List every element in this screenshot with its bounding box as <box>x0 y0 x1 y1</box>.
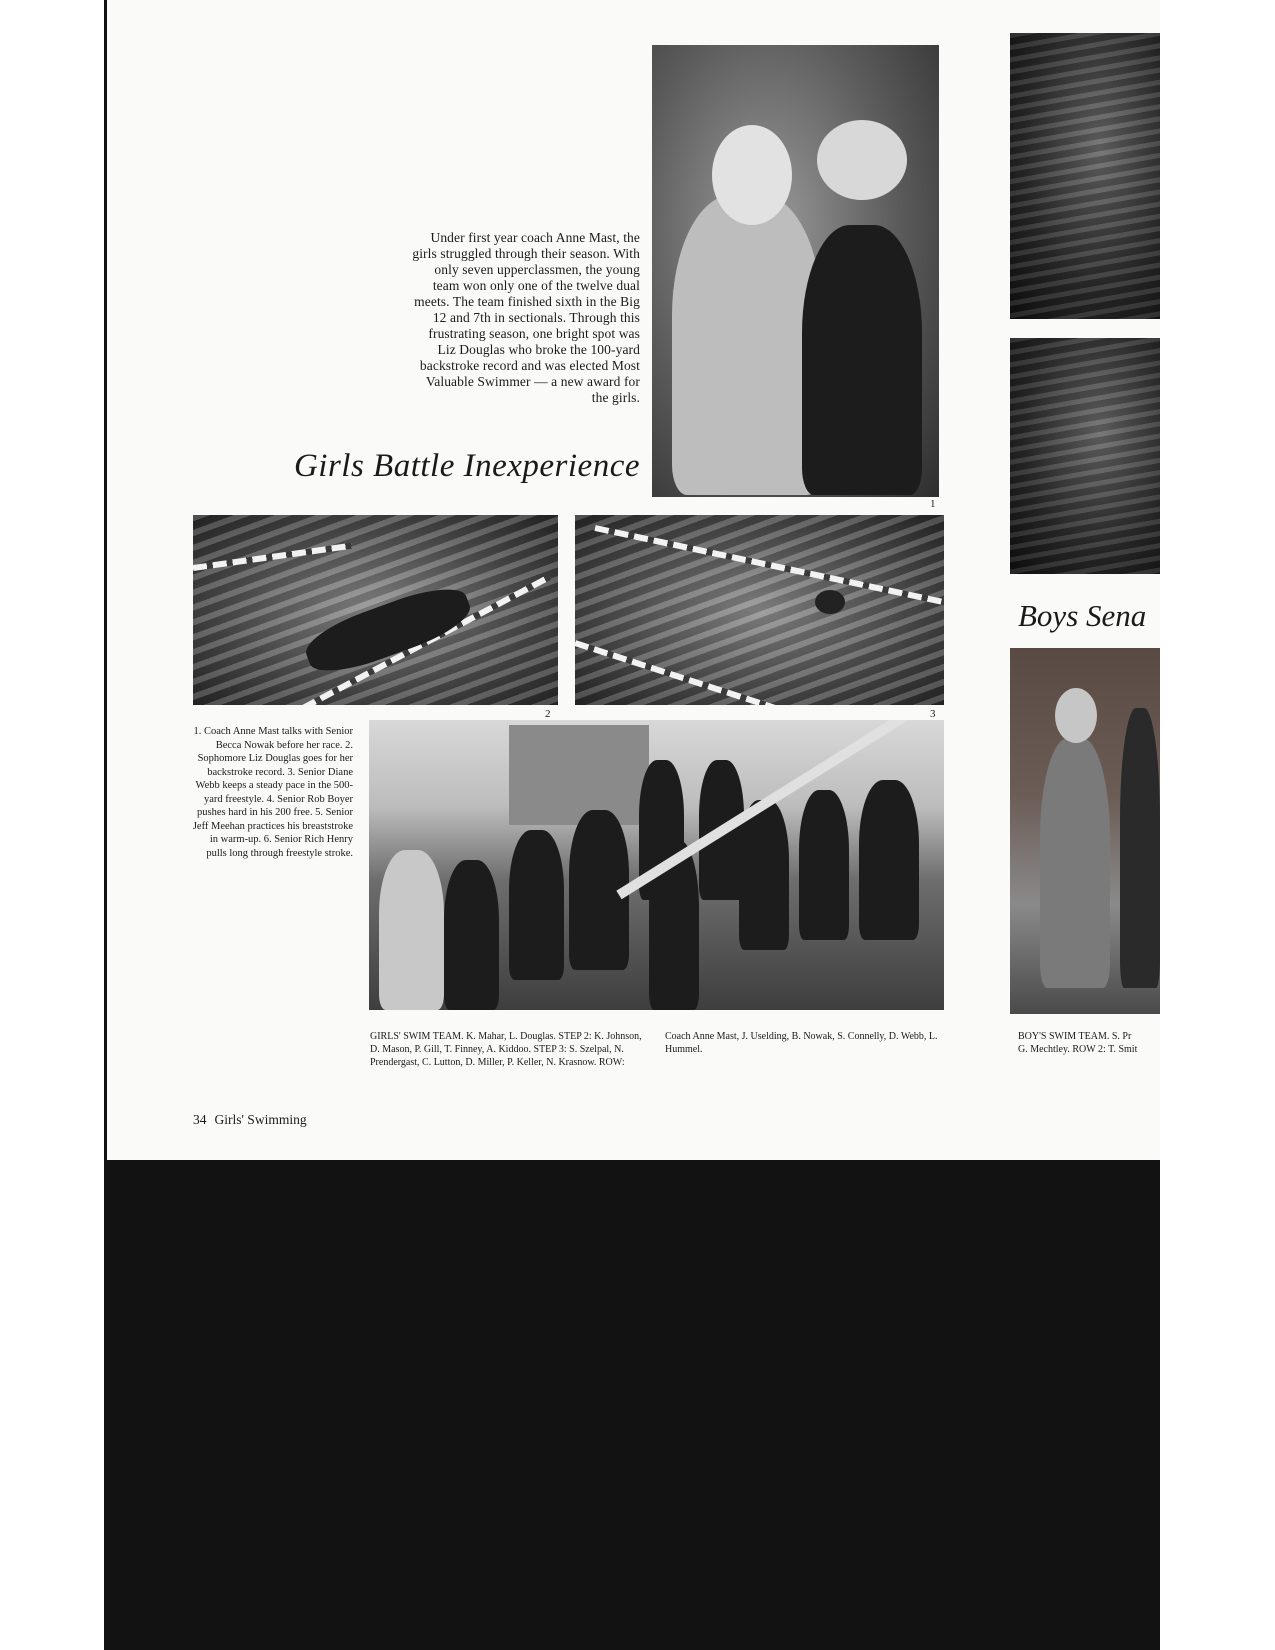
page-number: 34 <box>193 1112 207 1127</box>
team-member <box>444 860 499 1010</box>
coach-face <box>712 125 792 225</box>
team-member <box>739 800 789 950</box>
photo-number-3: 3 <box>930 708 936 720</box>
photo-boys-swimmer-5 <box>1010 338 1160 574</box>
scoreboard <box>509 725 649 825</box>
boys-caption-line-2: G. Mechtley. ROW 2: T. Smit <box>1018 1044 1138 1055</box>
boys-team-member <box>1040 738 1110 988</box>
boys-team-caption <box>1018 1030 1160 1056</box>
page-headline: Girls Battle Inexperience <box>293 448 640 484</box>
scan-dark-background <box>104 1160 1160 1650</box>
photo-number-2: 2 <box>545 708 551 720</box>
team-member <box>859 780 919 940</box>
freestyle-swimmer-head <box>815 590 845 614</box>
boys-headline: Boys Sena <box>1018 598 1147 633</box>
photo-freestyle <box>575 515 944 705</box>
lane-line <box>594 525 944 606</box>
scan-left-margin <box>0 0 107 1650</box>
team-member <box>509 830 564 980</box>
photo-number-1: 1 <box>930 498 936 510</box>
coach-figure <box>672 195 822 495</box>
scan-right-margin <box>1160 0 1275 1650</box>
photo-backstroke <box>193 515 558 705</box>
swimmer-figure <box>802 225 922 495</box>
lane-line <box>575 640 861 705</box>
photo-coach-and-swimmer <box>652 45 939 497</box>
photo-captions: 1. Coach Anne Mast talks with Senior Becca Nowak before her race. 2. Sophomore Liz Douglas goes for her backstroke record. 3. Senior Diane Webb keeps a steady pace in the 500-yard freestyle. 4. Senior Rob Boyer pushes hard in his 200 free. 5. Senior Jeff Meehan practices his breaststroke in warm-up. 6. Senior Rich Henry pulls long through freestyle stroke. <box>192 726 353 859</box>
lane-line <box>193 543 352 571</box>
photo-girls-swim-team <box>369 720 944 1010</box>
team-member <box>799 790 849 940</box>
swimmer-cap <box>817 120 907 200</box>
photo-boys-swimmer-4 <box>1010 33 1160 319</box>
photo-boys-swim-team <box>1010 648 1160 1014</box>
team-member <box>379 850 444 1010</box>
boys-team-member-face <box>1055 688 1097 743</box>
boys-team-member <box>1120 708 1160 988</box>
boys-caption-line-1: BOY'S SWIM TEAM. S. Pr <box>1018 1031 1132 1042</box>
section-name: Girls' Swimming <box>214 1112 307 1127</box>
page-footer <box>193 1112 307 1128</box>
team-caption: GIRLS' SWIM TEAM. K. Mahar, L. Douglas. STEP 2: K. Johnson, D. Mason, P. Gill, T. Finney, A. Kiddoo. STEP 3: S. Szelpal, N. Prendergast, C. Lutton, D. Miller, P. Keller, N. Krasnow. ROW: Coach Anne Mast, J. Uselding, B. Nowak, S. Connelly, D. Webb, L. Hummel. <box>370 1031 938 1068</box>
intro-text: Under first year coach Anne Mast, the girls struggled through their season. With only seven upperclassmen, the young team won only one of the twelve dual meets. The team finished sixth in the Big 12 and 7th in sectionals. Through this frustrating season, one bright spot was Liz Douglas who broke the 100-yard backstroke record and was elected Most Valuable Swimmer — a new award for the girls. <box>412 230 640 405</box>
